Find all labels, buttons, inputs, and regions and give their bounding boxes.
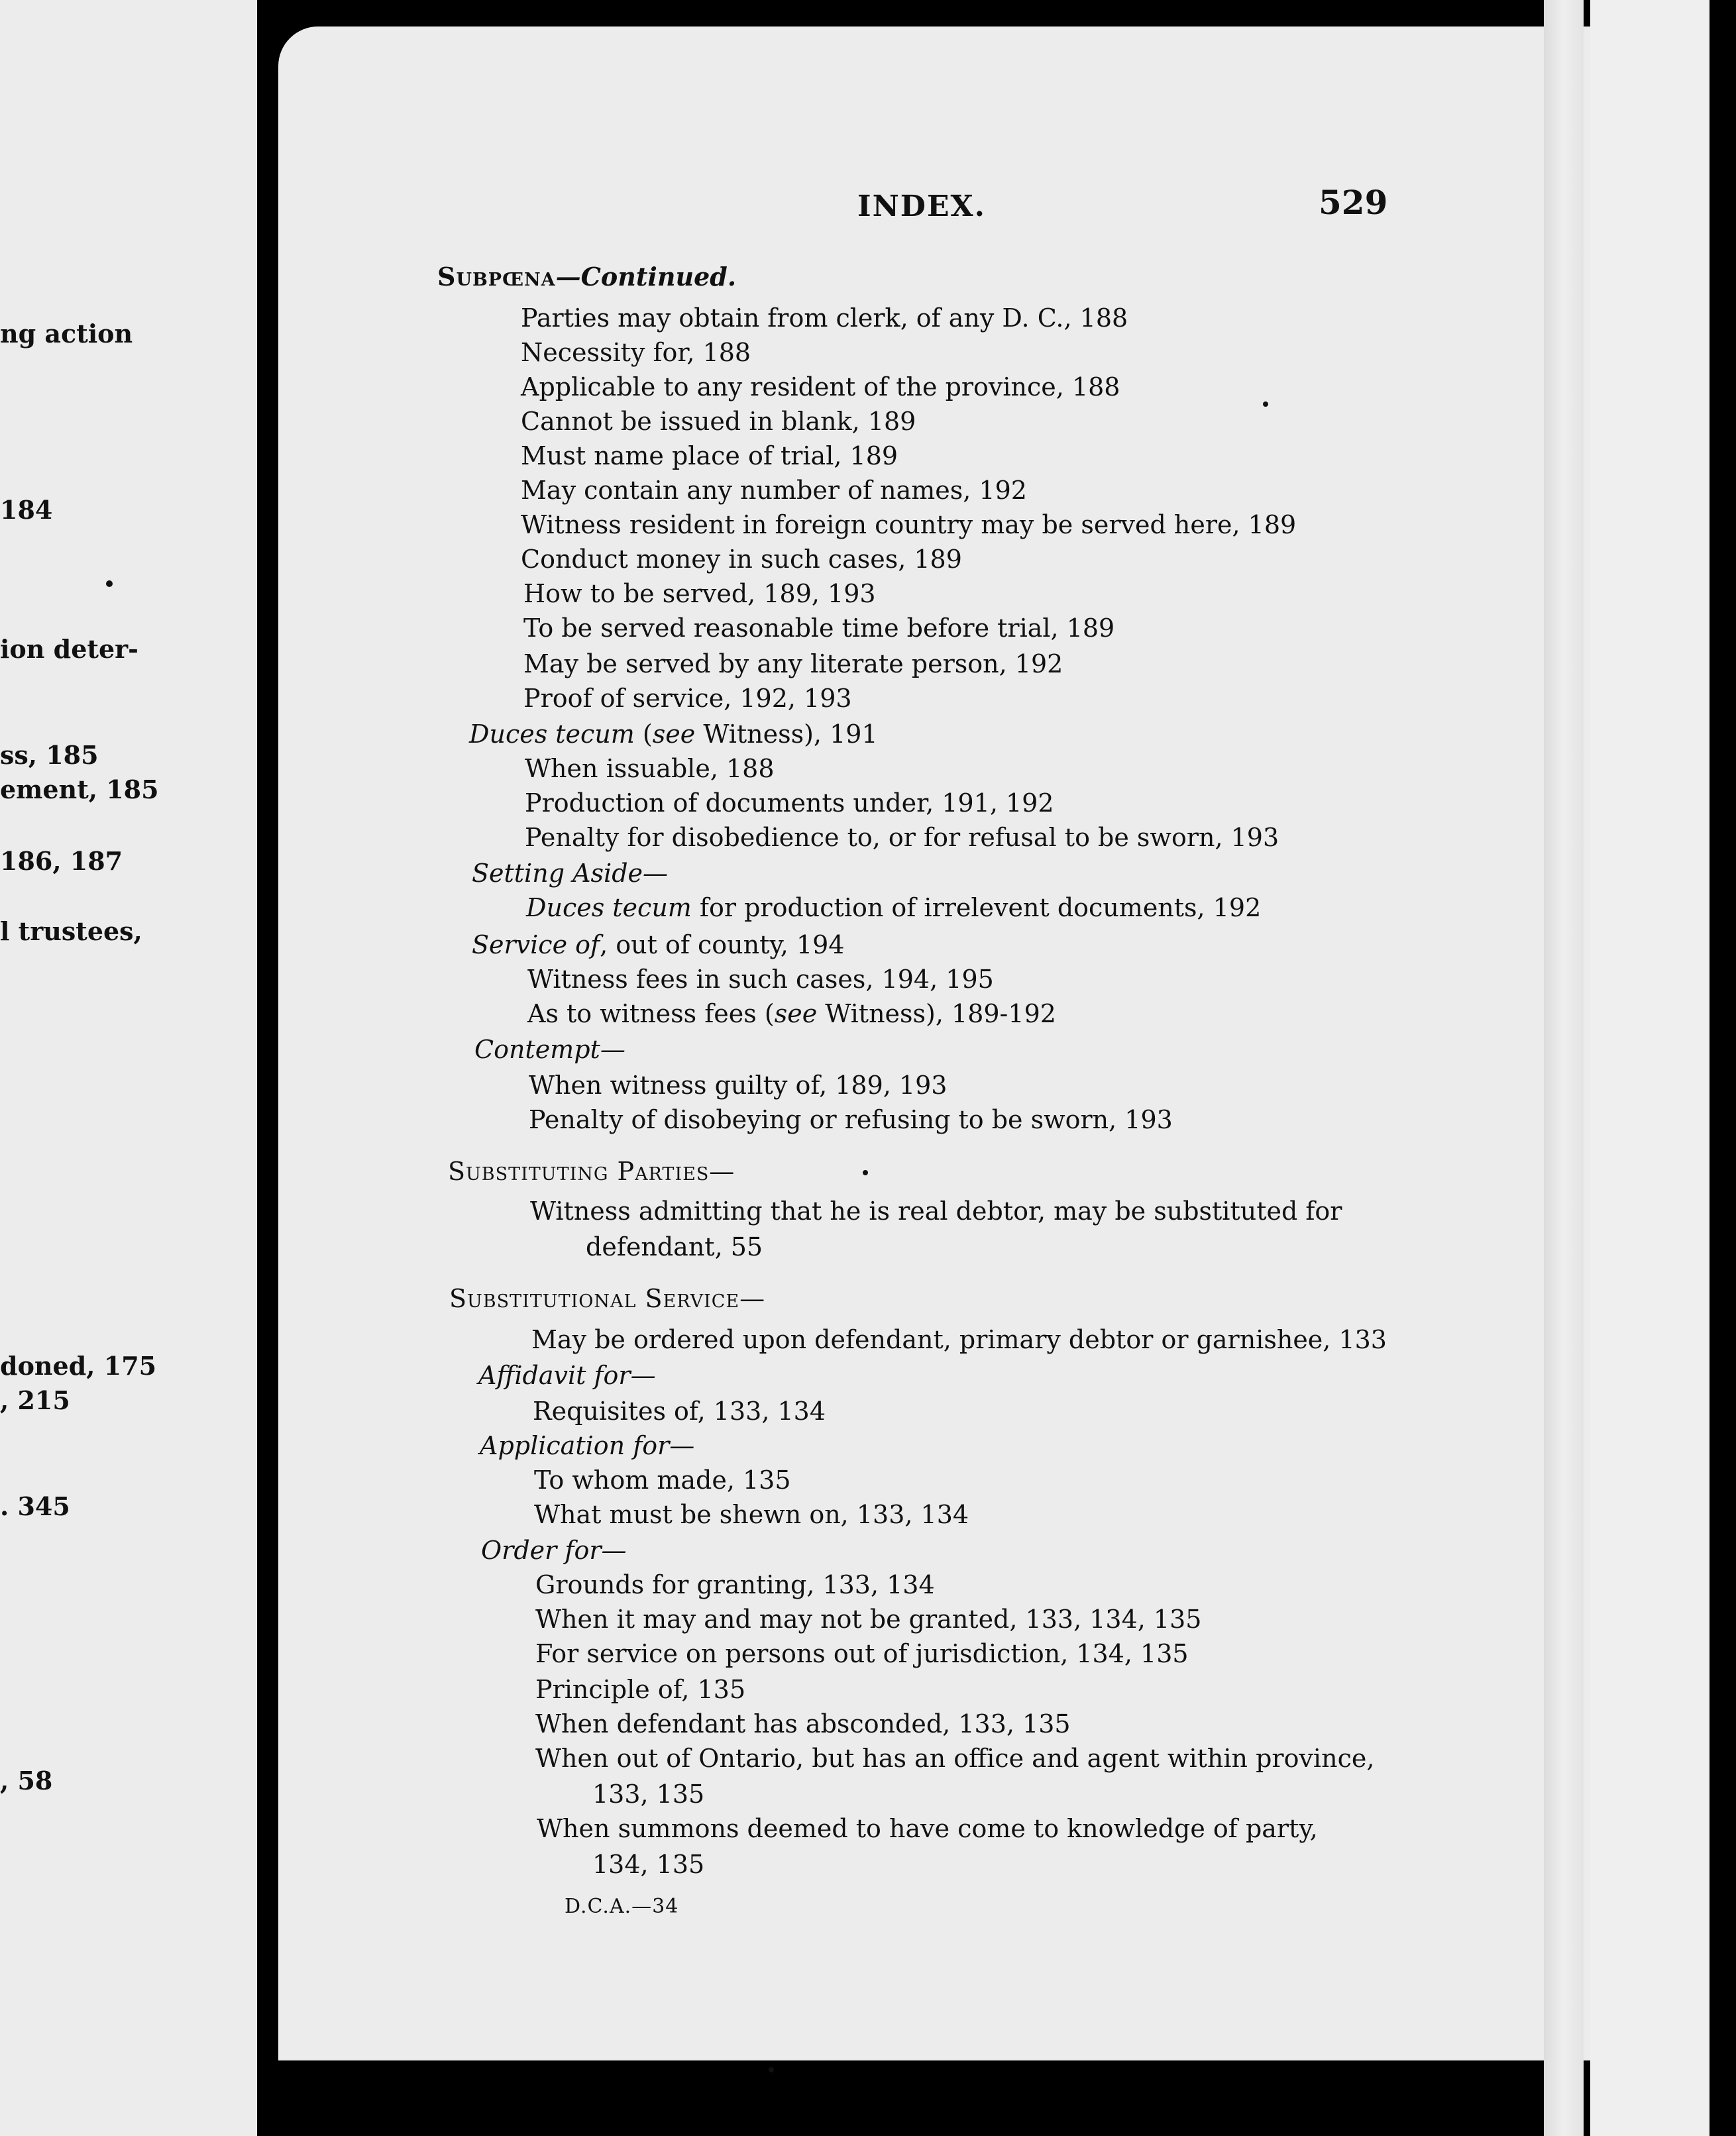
left-fragment: , 215 xyxy=(0,1385,70,1415)
left-fragment: 184 xyxy=(0,495,53,525)
ink-speck xyxy=(1263,401,1268,407)
page-number: 529 xyxy=(1319,183,1388,222)
index-entry: May be ordered upon defendant, primary debtor or garnishee, 133 xyxy=(531,1325,1387,1354)
index-heading-substitutional-service: Substitutional Service— xyxy=(449,1284,766,1313)
index-entry: Necessity for, 188 xyxy=(521,338,751,367)
left-fragment: ement, 185 xyxy=(0,774,159,804)
signature-mark: D.C.A.—34 xyxy=(565,1895,679,1918)
subheading-duces-tecum xyxy=(469,720,878,749)
index-entry: When witness guilty of, 189, 193 xyxy=(529,1071,948,1100)
see-reference: see xyxy=(774,999,818,1028)
index-entry: Grounds for granting, 133, 134 xyxy=(535,1570,935,1599)
left-fragment: 186, 187 xyxy=(0,846,123,876)
index-entry: Applicable to any resident of the province, 188 xyxy=(521,372,1120,401)
index-entry: When issuable, 188 xyxy=(525,754,775,783)
punctuation: ( xyxy=(634,720,653,749)
index-entry: Penalty of disobeying or refusing to be sworn, 193 xyxy=(529,1105,1173,1134)
index-entry xyxy=(526,893,1261,922)
subheading-service-of xyxy=(472,930,844,959)
entry-text: for production of irrelevent documents, 192 xyxy=(691,893,1262,922)
index-entry: May contain any number of names, 192 xyxy=(521,476,1027,505)
index-entry-continuation: defendant, 55 xyxy=(586,1232,763,1261)
index-entry: When defendant has absconded, 133, 135 xyxy=(535,1709,1071,1738)
index-entry: Conduct money in such cases, 189 xyxy=(521,545,962,574)
left-fragment: l trustees, xyxy=(0,916,142,946)
index-heading-subpoena xyxy=(437,262,736,292)
index-entry: Must name place of trial, 189 xyxy=(521,441,898,470)
subheading-order: Order for— xyxy=(481,1536,627,1565)
index-entry: May be served by any literate person, 192 xyxy=(523,649,1063,678)
ink-speck xyxy=(106,580,113,587)
index-entry: Witness resident in foreign country may be served here, 189 xyxy=(521,510,1297,539)
subheading-application: Application for— xyxy=(480,1431,695,1460)
subheading-text: Duces tecum xyxy=(469,720,635,749)
ink-speck xyxy=(863,1170,868,1175)
index-entry: Penalty for disobedience to, or for refusal to be sworn, 193 xyxy=(525,823,1279,852)
index-entry-continuation: 133, 135 xyxy=(592,1780,705,1809)
left-page xyxy=(0,0,257,2136)
index-entry: Witness fees in such cases, 194, 195 xyxy=(527,965,994,994)
left-fragment: , 58 xyxy=(0,1766,53,1795)
index-entry: Requisites of, 133, 134 xyxy=(533,1397,826,1426)
index-entry xyxy=(527,999,1056,1028)
index-entry: Principle of, 135 xyxy=(535,1675,746,1704)
index-entry: To whom made, 135 xyxy=(534,1466,791,1495)
entry-text: , out of county, 194 xyxy=(600,930,845,959)
index-entry: Production of documents under, 191, 192 xyxy=(525,788,1054,818)
ink-speck xyxy=(769,2067,774,2072)
index-entry: Proof of service, 192, 193 xyxy=(523,684,852,713)
heading-continued: —Continued. xyxy=(555,262,737,292)
index-entry-continuation: 134, 135 xyxy=(592,1850,705,1879)
index-entry: When out of Ontario, but has an office and agent within province, xyxy=(535,1744,1375,1773)
italic-term: Duces tecum xyxy=(526,893,692,922)
left-fragment: ion deter- xyxy=(0,634,138,664)
entry-text: As to witness fees ( xyxy=(527,999,775,1028)
page-title: INDEX. xyxy=(857,189,986,223)
index-heading-substituting-parties: Substituting Parties— xyxy=(448,1157,735,1186)
index-entry: To be served reasonable time before trial, 189 xyxy=(523,614,1115,643)
subheading-affidavit: Affidavit for— xyxy=(478,1361,656,1390)
left-fragment: ng action xyxy=(0,319,133,348)
see-reference: see xyxy=(652,720,696,749)
index-entry: Witness admitting that he is real debtor, may be substituted for xyxy=(530,1197,1342,1226)
heading-word: Subpœna xyxy=(437,262,556,292)
left-fragment: . 345 xyxy=(0,1491,70,1521)
index-entry: For service on persons out of jurisdiction, 134, 135 xyxy=(535,1639,1189,1668)
index-entry: Cannot be issued in blank, 189 xyxy=(521,407,916,436)
subheading-text: Service of xyxy=(472,930,600,959)
index-entry: How to be served, 189, 193 xyxy=(523,579,876,608)
reference-text: Witness), 191 xyxy=(695,720,878,749)
index-entry: Parties may obtain from clerk, of any D. C., 188 xyxy=(521,303,1128,333)
left-fragment: doned, 175 xyxy=(0,1351,157,1381)
subheading-setting-aside: Setting Aside— xyxy=(472,859,669,888)
index-entry: When it may and may not be granted, 133, 134, 135 xyxy=(535,1605,1202,1634)
left-fragment: ss, 185 xyxy=(0,740,99,770)
page-edge xyxy=(1544,0,1584,2136)
entry-text: Witness), 189-192 xyxy=(817,999,1056,1028)
subheading-contempt: Contempt— xyxy=(474,1035,625,1064)
right-page xyxy=(1590,0,1709,2136)
index-entry: What must be shewn on, 133, 134 xyxy=(534,1500,969,1529)
index-entry: When summons deemed to have come to knowledge of party, xyxy=(537,1814,1318,1843)
